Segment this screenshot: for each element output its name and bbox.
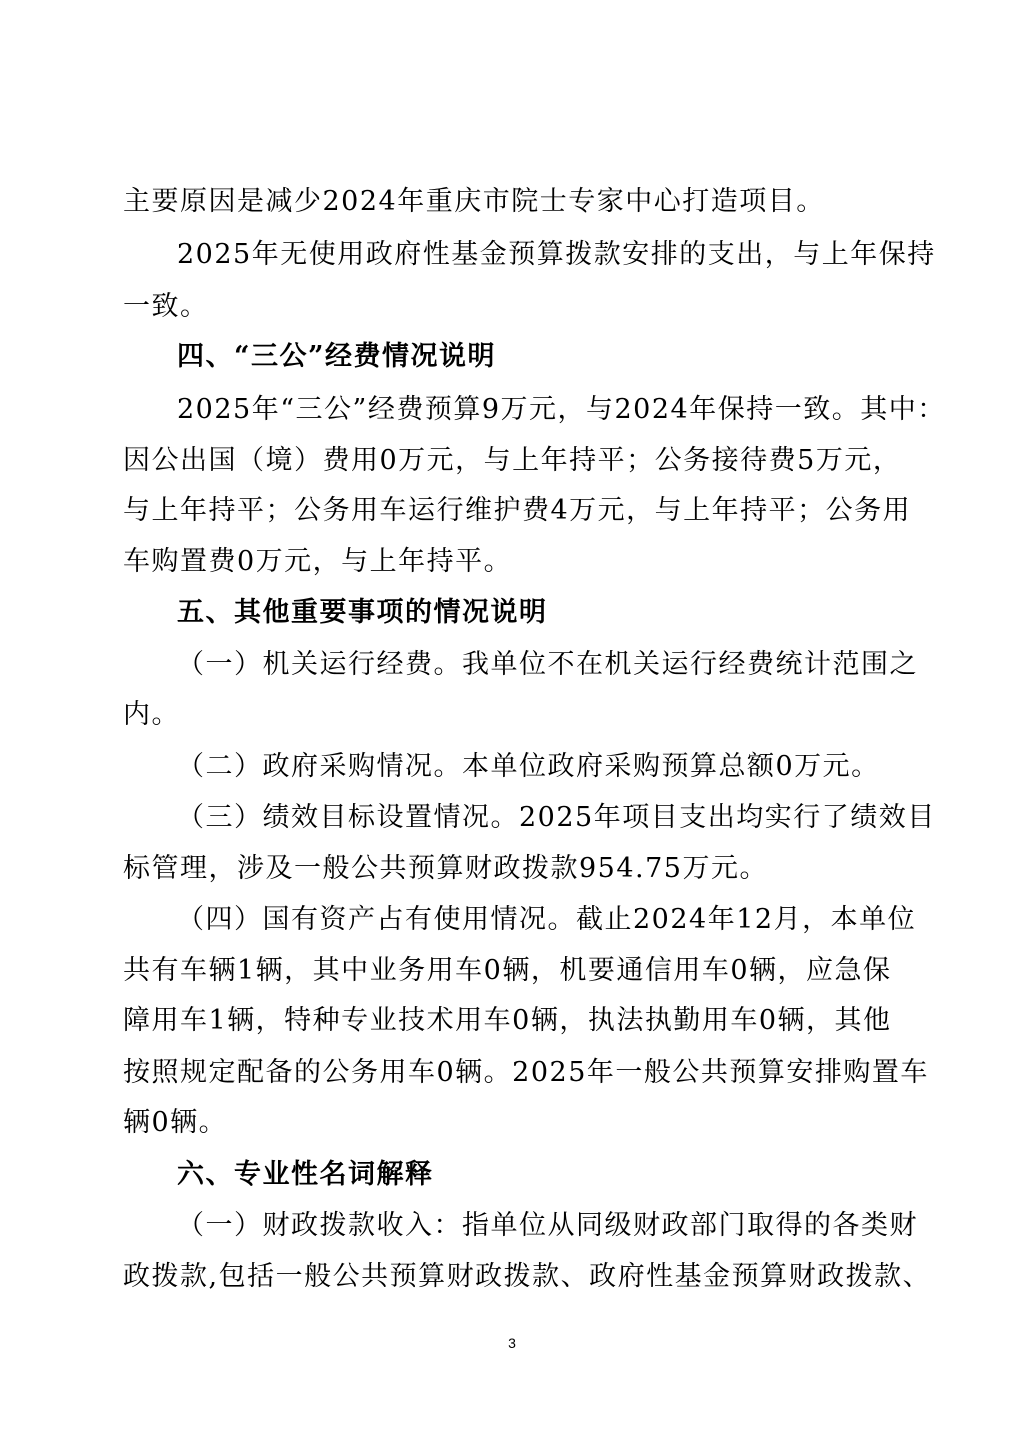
- text-line-19: 辆0辆。: [123, 1107, 228, 1138]
- text-line-14: 标管理，涉及一般公共预算财政拨款954.75万元。: [123, 853, 768, 884]
- text-line-17: 障用车1辆，特种专业技术用车0辆，执法执勤用车0辆，其他: [123, 1005, 892, 1036]
- text-line-1: 主要原因是减少2024年重庆市院士专家中心打造项目。: [123, 186, 825, 217]
- section-heading-5: 五、其他重要事项的情况说明: [177, 597, 548, 628]
- text-line-8: 车购置费0万元，与上年持平。: [123, 546, 513, 577]
- text-line-2: 2025年无使用政府性基金预算拨款安排的支出，与上年保持: [177, 239, 936, 270]
- text-line-18: 按照规定配备的公务用车0辆。2025年一般公共预算安排购置车: [123, 1057, 929, 1088]
- text-line-13: （三）绩效目标设置情况。2025年项目支出均实行了绩效目: [177, 802, 936, 833]
- text-line-3: 一致。: [123, 291, 209, 322]
- text-line-16: 共有车辆1辆，其中业务用车0辆，机要通信用车0辆，应急保: [123, 955, 892, 986]
- text-line-21: （一）财政拨款收入：指单位从同级财政部门取得的各类财: [177, 1210, 918, 1241]
- text-line-5: 2025年“三公”经费预算9万元，与2024年保持一致。其中：: [177, 394, 946, 425]
- text-line-22: 政拨款,包括一般公共预算财政拨款、政府性基金预算财政拨款、: [123, 1261, 932, 1292]
- section-heading-4: 四、“三公”经费情况说明: [177, 341, 497, 372]
- section-heading-6: 六、专业性名词解释: [177, 1159, 434, 1190]
- text-line-15: （四）国有资产占有使用情况。截止2024年12月，本单位: [177, 904, 917, 935]
- text-line-11: 内。: [123, 699, 180, 730]
- text-line-6: 因公出国（境）费用0万元，与上年持平；公务接待费5万元，: [123, 445, 902, 476]
- page-number: 3: [508, 1335, 516, 1351]
- text-line-10: （一）机关运行经费。我单位不在机关运行经费统计范围之: [177, 649, 918, 680]
- text-line-7: 与上年持平；公务用车运行维护费4万元，与上年持平；公务用: [123, 495, 912, 526]
- text-line-12: （二）政府采购情况。本单位政府采购预算总额0万元。: [177, 751, 880, 782]
